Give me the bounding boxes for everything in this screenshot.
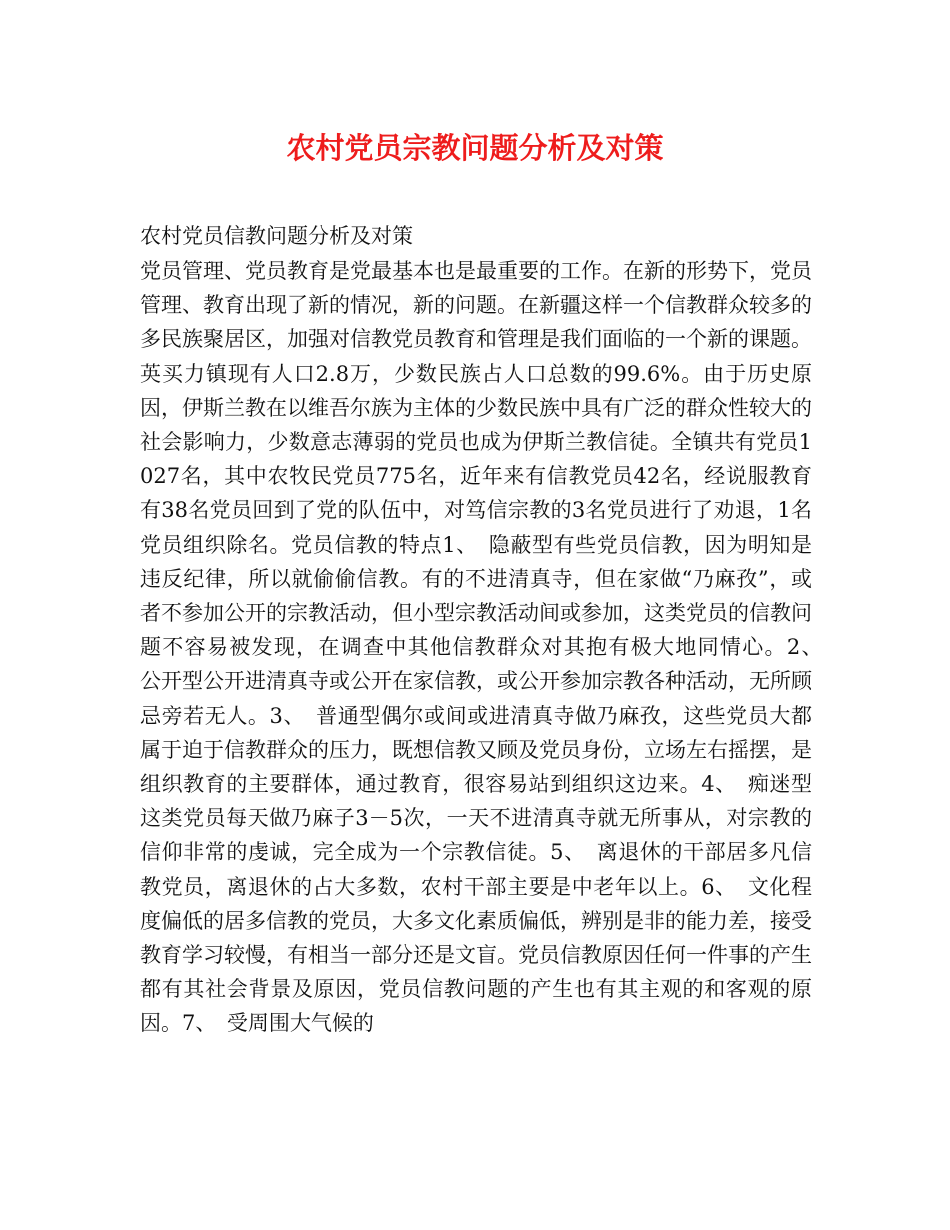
body-paragraph: 党员管理、党员教育是党最基本也是最重要的工作。在新的形势下，党员管理、教育出现了新的情况，新的问题。在新疆这样一个信教群众较多的多民族聚居区，加强对信教党员教育和管理是我们面临的一个新的课题。英买力镇现有人口2.8万，少数民族占人口总数的99.6%。由于历史原因，伊斯兰教在以维吾尔族为主体的少数民族中具有广泛的群众性较大的社会影响力，少数意志薄弱的党员也成为伊斯兰教信徒。全镇共有党员1027名，其中农牧民党员775名，近年来有信教党员42名，经说服教育有38名党员回到了党的队伍中，对笃信宗教的3名党员进行了劝退，1名党员组织除名。党员信教的特点1、 隐蔽型有些党员信教，因为明知是违反纪律，所以就偷偷信教。有的不进清真寺，但在家做“乃麻孜”，或者不参加公开的宗教活动，但小型宗教活动间或参加，这类党员的信教问题不容易被发现，在调查中其他信教群众对其抱有极大地同情心。2、 公开型公开进清真寺或公开在家信教，或公开参加宗教各种活动，无所顾忌旁若无人。3、 普通型偶尔或间或进清真寺做乃麻孜，这些党员大都属于迫于信教群众的压力，既想信教又顾及党员身份，立场左右摇摆，是组织教育的主要群体，通过教育，很容易站到组织这边来。4、 痴迷型这类党员每天做乃麻子3－5次，一天不进清真寺就无所事从，对宗教的信仰非常的虔诚，完全成为一个宗教信徒。5、 离退休的干部居多凡信教党员，离退休的占大多数，农村干部主要是中老年以上。6、 文化程度偏低的居多信教的党员，大多文化素质偏低，辨别是非的能力差，接受教育学习较慢，有相当一部分还是文盲。党员信教原因任何一件事的产生都有其社会背景及原因，党员信教问题的产生也有其主观的和客观的原因。7、 受周围大气候的 <box>140 259 833 1036</box>
document-subtitle: 农村党员信教问题分析及对策 <box>140 224 413 248</box>
page-title: 农村党员宗教问题分析及对策 <box>286 131 664 165</box>
